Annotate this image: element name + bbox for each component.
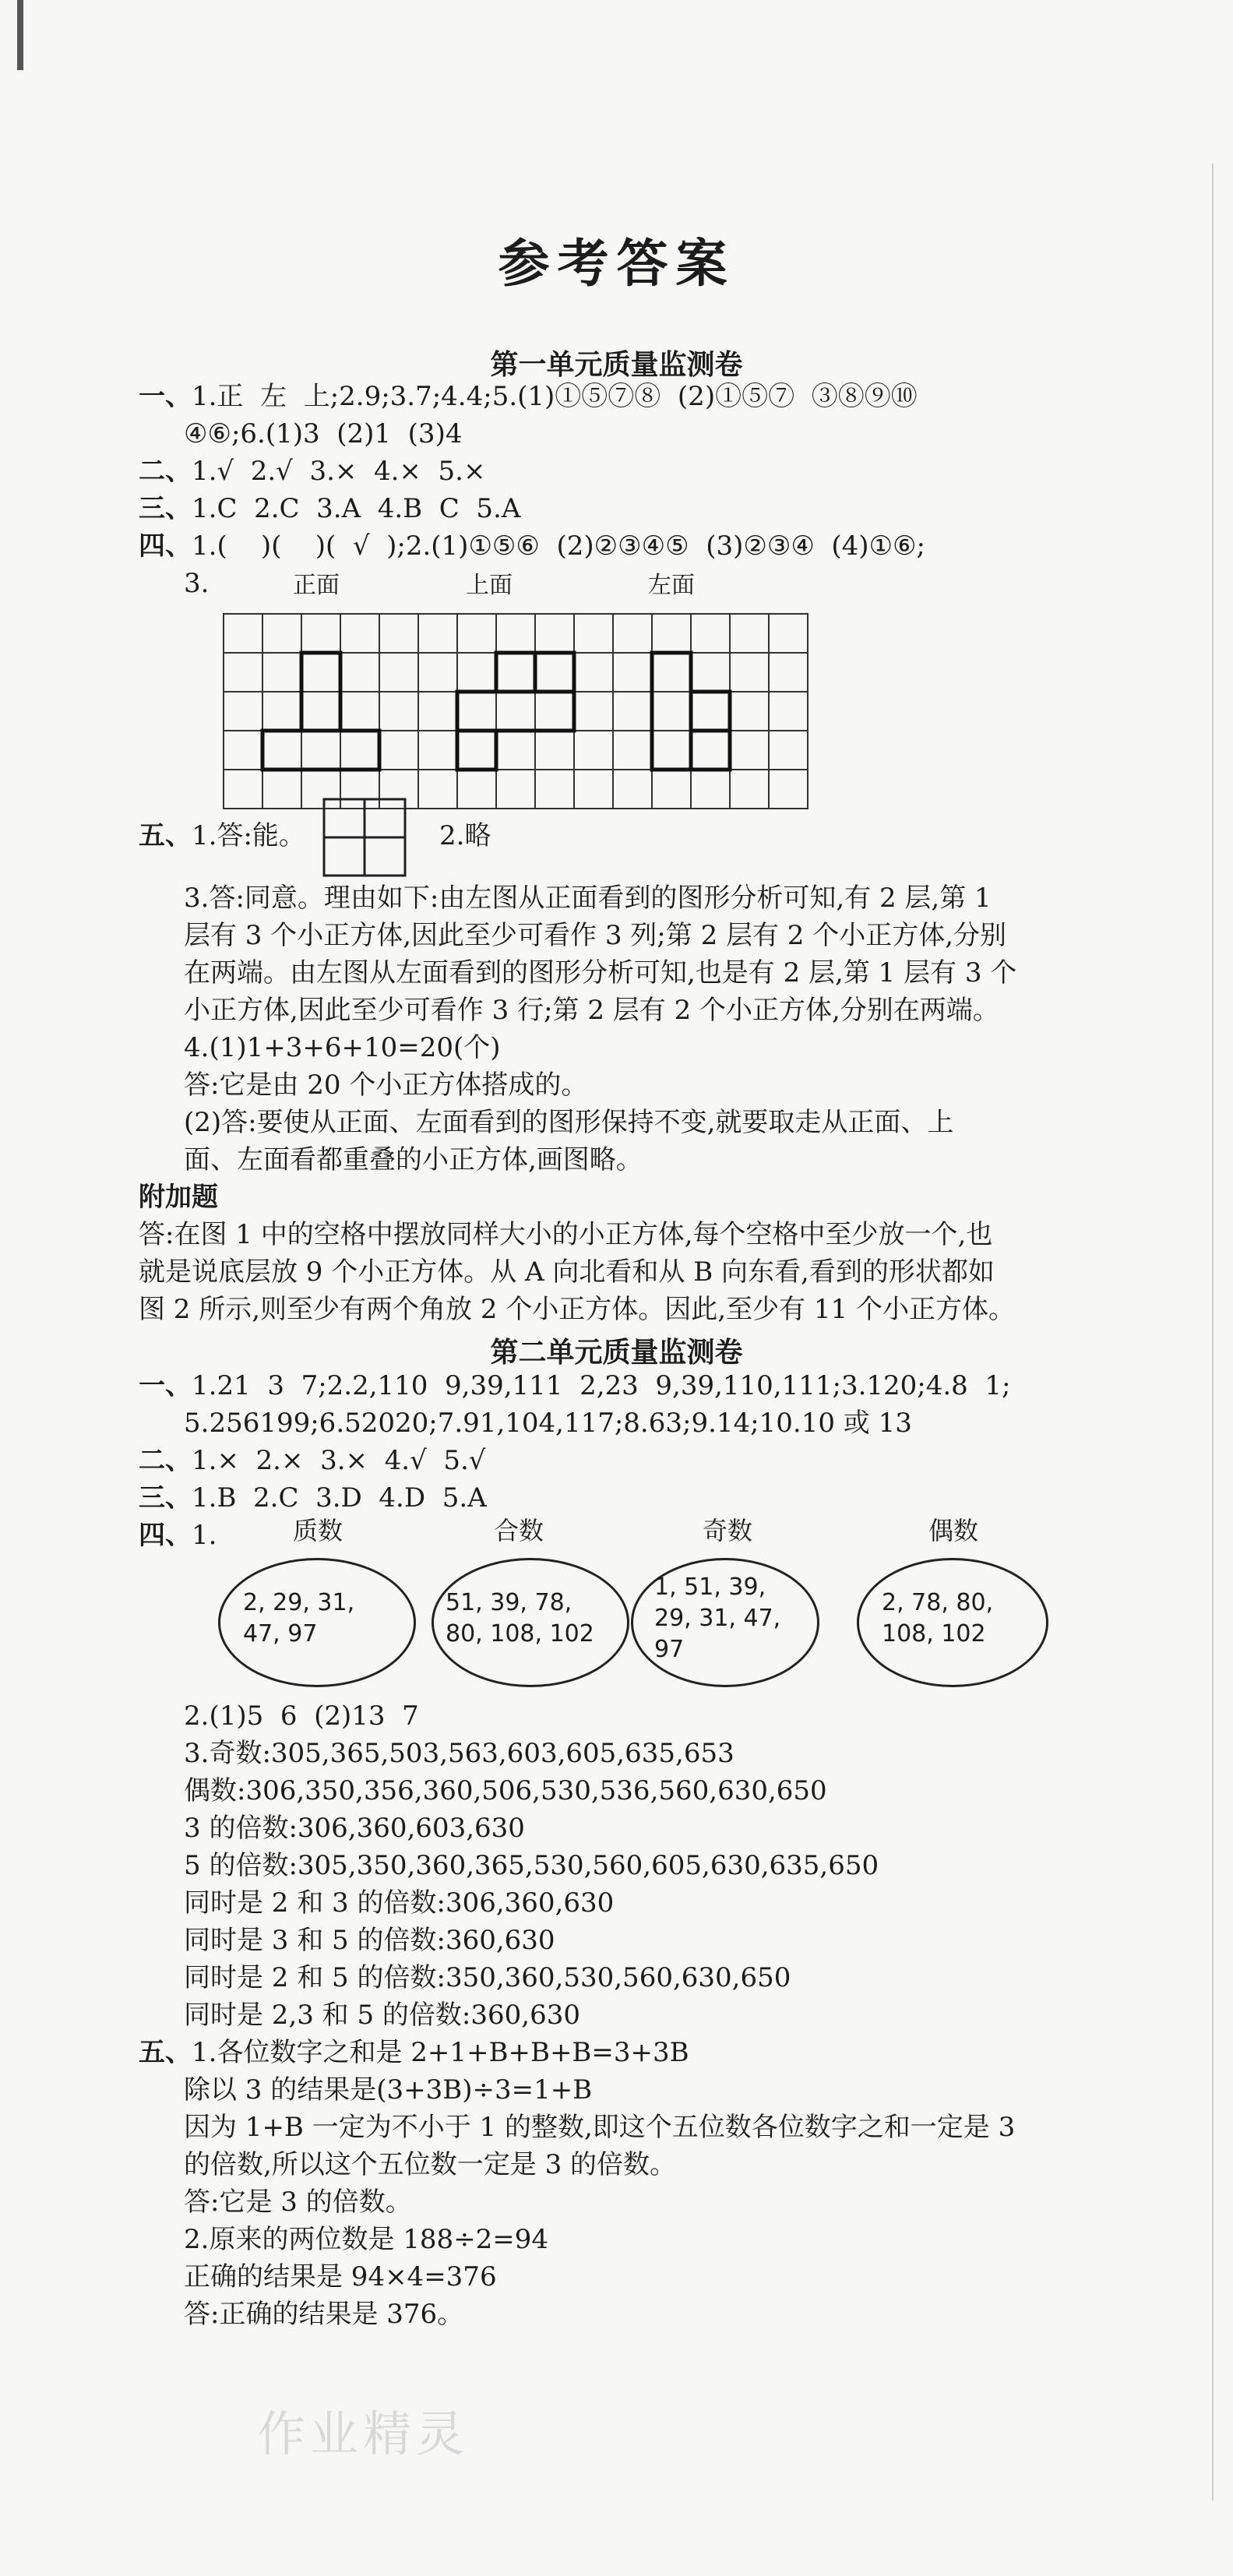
- u2-s4-q1: 四、1.: [139, 1520, 217, 1551]
- extra-l3: 图 2 所示,则至少有两个角放 2 个小正方体。因此,至少有 11 个小正方体。: [139, 1294, 1015, 1325]
- extra-l2: 就是说底层放 9 个小正方体。从 A 向北看和从 B 向东看,看到的形状都如: [139, 1256, 995, 1288]
- set-prime-l1: 2, 29, 31,: [243, 1589, 355, 1616]
- u2-s5-l1: 五、1.各位数字之和是 2+1+B+B+B=3+3B: [139, 2037, 689, 2068]
- set-label-prime: 质数: [293, 1516, 343, 1545]
- view-label-top: 上面: [466, 572, 513, 599]
- u1-s1-line2: ④⑥;6.(1)3 (2)1 (3)4: [184, 418, 463, 449]
- u2-s4-l4: 3 的倍数:306,360,603,630: [184, 1813, 525, 1844]
- u2-s4-l3: 偶数:306,350,356,360,506,530,536,560,630,650: [184, 1775, 827, 1806]
- u1-s5-q4-l4: 面、左面看都重叠的小正方体,画图略。: [184, 1144, 643, 1175]
- u2-s5-l4: 的倍数,所以这个五位数一定是 3 的倍数。: [184, 2149, 677, 2180]
- set-prime-l2: 47, 97: [243, 1620, 318, 1647]
- u1-s5-q3-l1: 3.答:同意。理由如下:由左图从正面看到的图形分析可知,有 2 层,第 1: [184, 883, 992, 914]
- view-label-left: 左面: [648, 572, 695, 599]
- u2-s4-l7: 同时是 3 和 5 的倍数:360,630: [184, 1925, 555, 1956]
- set-label-composite: 合数: [494, 1516, 544, 1545]
- u2-s4-l5: 5 的倍数:305,350,360,365,530,560,605,630,635,650: [184, 1850, 879, 1881]
- set-odd-l3: 97: [654, 1636, 685, 1663]
- u1-s2: 二、1.√ 2.√ 3.× 4.× 5.×: [139, 456, 486, 487]
- u2-s5-l3: 因为 1+B 一定为不小于 1 的整数,即这个五位数各位数字之和一定是 3: [184, 2112, 1016, 2143]
- watermark: 作业精灵: [257, 2405, 470, 2462]
- u2-s4-l8: 同时是 2 和 5 的倍数:350,360,530,560,630,650: [184, 1962, 791, 1993]
- view-label-front: 正面: [293, 572, 340, 599]
- u2-s4-l1: 2.(1)5 6 (2)13 7: [184, 1700, 419, 1732]
- set-odd-l2: 29, 31, 47,: [654, 1605, 781, 1632]
- scan-edge: [17, 0, 23, 70]
- set-even-l1: 2, 78, 80,: [882, 1589, 994, 1616]
- u1-s5-q4-l2: 答:它是由 20 个小正方体搭成的。: [184, 1070, 588, 1101]
- u1-s1-line1: 一、1.正 左 上;2.9;3.7;4.4;5.(1)①⑤⑦⑧ (2)①⑤⑦ ③⑧⑨⑩: [139, 381, 918, 412]
- set-odd-l1: 1, 51, 39,: [654, 1573, 766, 1601]
- u2-s1-line2: 5.256199;6.52020;7.91,104,117;8.63;9.14;10.10 或 13: [184, 1408, 912, 1439]
- u2-s5-l8: 答:正确的结果是 376。: [184, 2299, 464, 2330]
- square-sketch: [322, 798, 408, 879]
- u1-s4-q3: 3.: [184, 568, 210, 599]
- u2-s5-l7: 正确的结果是 94×4=376: [184, 2261, 497, 2292]
- u1-s3: 三、1.C 2.C 3.A 4.B C 5.A: [139, 493, 521, 524]
- u2-s5-l5: 答:它是 3 的倍数。: [184, 2187, 412, 2218]
- u2-s4-l9: 同时是 2,3 和 5 的倍数:360,630: [184, 2000, 580, 2031]
- u1-s5-q4-l3: (2)答:要使从正面、左面看到的图形保持不变,就要取走从正面、上: [184, 1107, 954, 1138]
- u1-s5-q3-l4: 小正方体,因此至少可看作 3 行;第 2 层有 2 个小正方体,分别在两端。: [184, 995, 999, 1026]
- u2-s5-l2: 除以 3 的结果是(3+3B)÷3=1+B: [184, 2074, 593, 2106]
- u2-s4-l2: 3.奇数:305,365,503,563,603,605,635,653: [184, 1738, 735, 1769]
- set-composite-l1: 51, 39, 78,: [446, 1589, 572, 1616]
- u1-s5-q2: 2.略: [439, 820, 491, 851]
- u2-s2: 二、1.× 2.× 3.× 4.√ 5.√: [139, 1445, 486, 1476]
- set-label-odd: 奇数: [703, 1516, 753, 1545]
- unit1-title: 第一单元质量监测卷: [490, 349, 743, 381]
- three-view-grid: [223, 613, 815, 814]
- u2-s4-l6: 同时是 2 和 3 的倍数:306,360,630: [184, 1887, 615, 1919]
- extra-l1: 答:在图 1 中的空格中摆放同样大小的小正方体,每个空格中至少放一个,也: [139, 1219, 993, 1250]
- u2-s3: 三、1.B 2.C 3.D 4.D 5.A: [139, 1482, 487, 1514]
- u2-s5-l6: 2.原来的两位数是 188÷2=94: [184, 2224, 549, 2255]
- set-label-even: 偶数: [928, 1516, 979, 1545]
- u1-s5-q1: 五、1.答:能。: [139, 820, 305, 851]
- u1-s5-q4-l1: 4.(1)1+3+6+10=20(个): [184, 1032, 501, 1063]
- unit2-title: 第二单元质量监测卷: [490, 1337, 743, 1369]
- u1-s5-q3-l2: 层有 3 个小正方体,因此至少可看作 3 列;第 2 层有 2 个小正方体,分别: [184, 920, 1007, 951]
- extra-title: 附加题: [139, 1182, 218, 1213]
- set-even-l2: 108, 102: [882, 1620, 986, 1647]
- set-composite-l2: 80, 108, 102: [446, 1620, 594, 1647]
- page-title: 参考答案: [498, 234, 735, 294]
- u1-s5-q3-l3: 在两端。由左图从左面看到的图形分析可知,也是有 2 层,第 1 层有 3 个: [184, 957, 1017, 988]
- u1-s4-line1: 四、1.( )( )( √ );2.(1)①⑤⑥ (2)②③④⑤ (3)②③④ (4)①⑥;: [139, 530, 925, 562]
- u2-s1-line1: 一、1.21 3 7;2.2,110 9,39,111 2,23 9,39,110,111;3.120;4.8 1;: [139, 1370, 1011, 1401]
